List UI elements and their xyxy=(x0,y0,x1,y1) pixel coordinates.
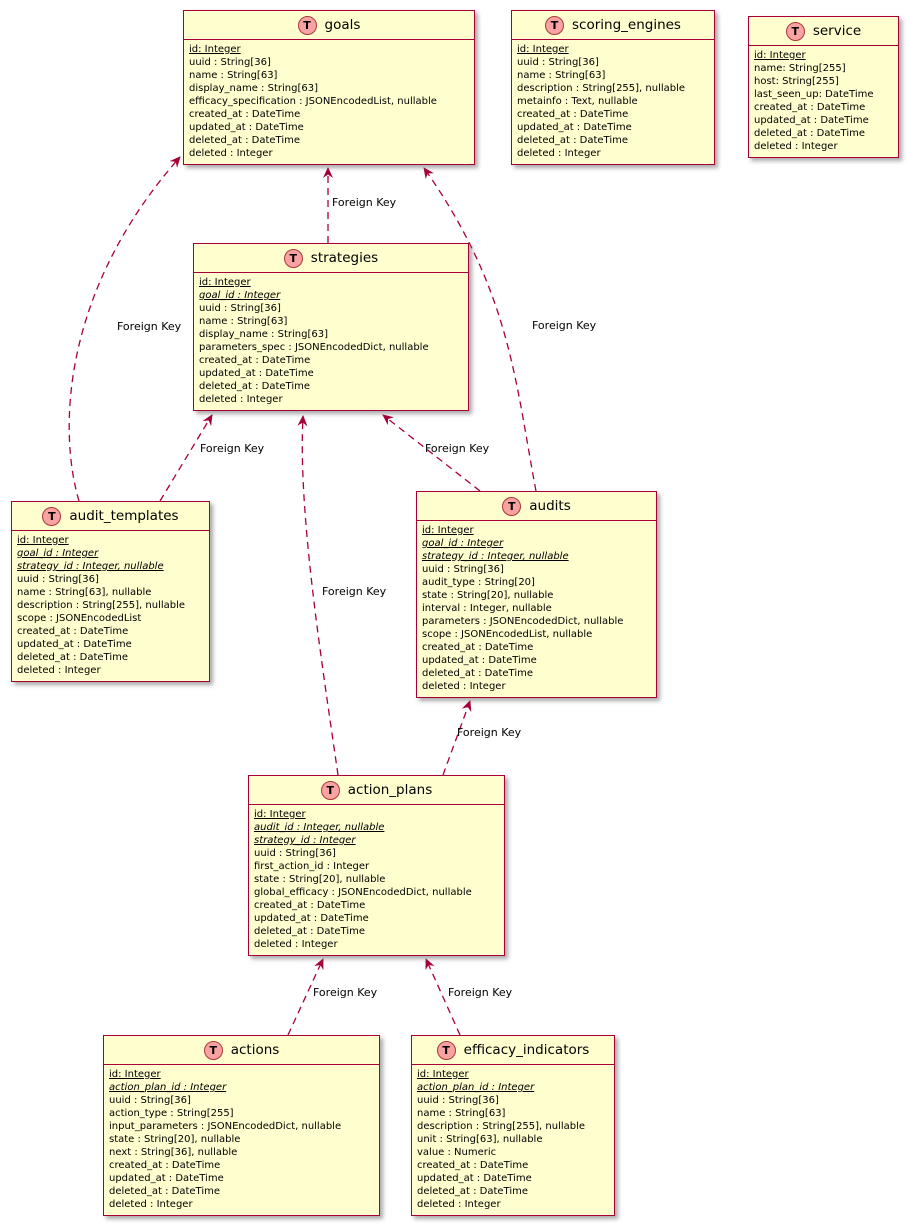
table-attribute: audit_id : Integer, nullable xyxy=(254,822,385,833)
table-attribute: state : String[20], nullable xyxy=(254,874,386,885)
table-attribute: uuid : String[36] xyxy=(199,303,281,314)
table-attribute: uuid : String[36] xyxy=(109,1095,191,1106)
relation-audit_templates-to-strategies xyxy=(160,415,212,501)
table-attribute-list xyxy=(184,40,474,164)
table-attribute: parameters : JSONEncodedDict, nullable xyxy=(422,616,624,627)
table-attribute: audit_type : String[20] xyxy=(422,577,535,588)
table-header xyxy=(412,1036,614,1065)
table-attribute: name : String[63] xyxy=(417,1108,506,1119)
table-title: audit_templates xyxy=(69,508,179,524)
table-attribute: deleted_at : DateTime xyxy=(517,135,629,146)
relation-label-efficacy_indicators-to-action_plans: Foreign Key xyxy=(448,986,513,999)
table-attribute: deleted : Integer xyxy=(517,148,601,159)
table-title: scoring_engines xyxy=(572,17,681,33)
table-attribute: deleted : Integer xyxy=(199,394,283,405)
entity-table-scoring_engines xyxy=(511,10,715,165)
table-header xyxy=(249,776,504,805)
table-type-icon: T xyxy=(284,249,303,268)
table-attribute: updated_at : DateTime xyxy=(422,655,537,666)
table-attribute: updated_at : DateTime xyxy=(754,115,869,126)
table-attribute: deleted : Integer xyxy=(754,141,838,152)
entity-table-efficacy_indicators xyxy=(411,1035,615,1216)
entity-table-action_plans xyxy=(248,775,505,956)
table-attribute: id: Integer xyxy=(17,535,69,546)
table-attribute: deleted_at : DateTime xyxy=(254,926,366,937)
table-header xyxy=(417,492,656,521)
table-attribute: deleted : Integer xyxy=(189,148,273,159)
table-attribute: name : String[63], nullable xyxy=(17,587,152,598)
table-type-icon: T xyxy=(545,16,564,35)
table-attribute: parameters_spec : JSONEncodedDict, nullable xyxy=(199,342,429,353)
table-attribute: strategy_id : Integer, nullable xyxy=(422,551,569,562)
table-attribute: created_at : DateTime xyxy=(199,355,311,366)
table-attribute-list xyxy=(512,40,714,164)
table-attribute-list xyxy=(104,1065,379,1215)
table-title: service xyxy=(812,23,862,39)
table-type-icon: T xyxy=(786,22,805,41)
table-attribute: id: Integer xyxy=(517,44,569,55)
table-attribute: interval : Integer, nullable xyxy=(422,603,552,614)
table-title: action_plans xyxy=(347,782,433,798)
table-attribute: uuid : String[36] xyxy=(17,574,99,585)
table-type-icon: T xyxy=(298,16,317,35)
table-header xyxy=(12,502,209,531)
table-type-icon: T xyxy=(321,781,340,800)
table-attribute: deleted : Integer xyxy=(254,939,338,950)
table-attribute: deleted_at : DateTime xyxy=(109,1186,221,1197)
table-type-icon: T xyxy=(42,507,61,526)
table-attribute: goal_id : Integer xyxy=(422,538,504,549)
table-attribute: updated_at : DateTime xyxy=(254,913,369,924)
table-attribute: deleted_at : DateTime xyxy=(199,381,311,392)
table-attribute: unit : String[63], nullable xyxy=(417,1134,543,1145)
table-attribute: id: Integer xyxy=(417,1069,469,1080)
table-attribute: display_name : String[63] xyxy=(189,83,318,94)
table-attribute-list xyxy=(749,46,898,157)
table-attribute: created_at : DateTime xyxy=(189,109,301,120)
relation-label-action_plans-to-strategies: Foreign Key xyxy=(322,585,387,598)
table-attribute: state : String[20], nullable xyxy=(422,590,554,601)
table-attribute-list xyxy=(249,805,504,955)
table-attribute: goal_id : Integer xyxy=(17,548,99,559)
table-attribute: deleted_at : DateTime xyxy=(189,135,301,146)
table-attribute: updated_at : DateTime xyxy=(517,122,632,133)
table-attribute-list xyxy=(417,521,656,697)
table-attribute: id: Integer xyxy=(109,1069,161,1080)
table-attribute: efficacy_specification : JSONEncodedList, nullable xyxy=(189,96,437,107)
relation-label-audits-to-strategies: Foreign Key xyxy=(425,442,490,455)
table-attribute: name : String[63] xyxy=(517,70,606,81)
table-attribute: uuid : String[36] xyxy=(422,564,504,575)
table-attribute: global_efficacy : JSONEncodedDict, nullable xyxy=(254,887,472,898)
relation-label-actions-to-action_plans: Foreign Key xyxy=(313,986,378,999)
table-attribute: updated_at : DateTime xyxy=(417,1173,532,1184)
entity-table-strategies xyxy=(193,243,469,411)
relation-label-audit_templates-to-strategies: Foreign Key xyxy=(200,442,265,455)
table-attribute: description : String[255], nullable xyxy=(17,600,186,611)
table-attribute: created_at : DateTime xyxy=(754,102,866,113)
table-attribute-list xyxy=(412,1065,614,1215)
table-attribute: created_at : DateTime xyxy=(254,900,366,911)
table-attribute: input_parameters : JSONEncodedDict, nullable xyxy=(109,1121,342,1132)
table-attribute: updated_at : DateTime xyxy=(189,122,304,133)
relation-label-action_plans-to-audits: Foreign Key xyxy=(457,726,522,739)
table-type-icon: T xyxy=(204,1041,223,1060)
table-attribute: created_at : DateTime xyxy=(109,1160,221,1171)
table-attribute: deleted : Integer xyxy=(417,1199,501,1210)
table-type-icon: T xyxy=(437,1041,456,1060)
table-attribute: deleted_at : DateTime xyxy=(422,668,534,679)
table-attribute: name : String[63] xyxy=(199,316,288,327)
table-attribute: updated_at : DateTime xyxy=(17,639,132,650)
table-attribute: state : String[20], nullable xyxy=(109,1134,241,1145)
table-attribute: name : String[63] xyxy=(189,70,278,81)
table-title: actions xyxy=(230,1042,280,1058)
table-attribute: display_name : String[63] xyxy=(199,329,328,340)
table-attribute: action_type : String[255] xyxy=(109,1108,234,1119)
table-header xyxy=(104,1036,379,1065)
table-attribute: first_action_id : Integer xyxy=(254,861,370,872)
table-attribute: description : String[255], nullable xyxy=(517,83,686,94)
table-attribute: created_at : DateTime xyxy=(417,1160,529,1171)
entity-table-actions xyxy=(103,1035,380,1216)
table-attribute: deleted : Integer xyxy=(422,681,506,692)
table-attribute: deleted : Integer xyxy=(17,665,101,676)
table-title: strategies xyxy=(310,250,379,266)
relation-label-strategies-to-goals: Foreign Key xyxy=(332,196,397,209)
table-attribute: next : String[36], nullable xyxy=(109,1147,238,1158)
table-title: efficacy_indicators xyxy=(463,1042,590,1058)
table-attribute: id: Integer xyxy=(199,277,251,288)
table-attribute: last_seen_up: DateTime xyxy=(754,89,874,100)
table-attribute: name: String[255] xyxy=(754,63,846,74)
table-attribute: host: String[255] xyxy=(754,76,839,87)
table-attribute: updated_at : DateTime xyxy=(109,1173,224,1184)
table-attribute: deleted : Integer xyxy=(109,1199,193,1210)
relation-label-audits-to-goals: Foreign Key xyxy=(532,319,597,332)
table-attribute: uuid : String[36] xyxy=(254,848,336,859)
table-attribute: deleted_at : DateTime xyxy=(17,652,129,663)
table-attribute: created_at : DateTime xyxy=(17,626,129,637)
entity-table-audits xyxy=(416,491,657,698)
table-attribute: value : Numeric xyxy=(417,1147,497,1158)
table-header xyxy=(194,244,468,273)
table-attribute: id: Integer xyxy=(422,525,474,536)
table-attribute: uuid : String[36] xyxy=(189,57,271,68)
table-title: audits xyxy=(529,498,571,514)
table-attribute: deleted_at : DateTime xyxy=(417,1186,529,1197)
entity-table-goals xyxy=(183,10,475,165)
table-attribute: goal_id : Integer xyxy=(199,290,281,301)
relation-label-audit_templates-to-goals: Foreign Key xyxy=(117,320,182,333)
table-attribute: description : String[255], nullable xyxy=(417,1121,586,1132)
table-attribute: action_plan_id : Integer xyxy=(109,1082,227,1093)
table-attribute: strategy_id : Integer xyxy=(254,835,356,846)
table-attribute: uuid : String[36] xyxy=(417,1095,499,1106)
table-attribute: created_at : DateTime xyxy=(517,109,629,120)
table-attribute: deleted_at : DateTime xyxy=(754,128,866,139)
entity-table-service xyxy=(748,16,899,158)
entity-table-audit_templates xyxy=(11,501,210,682)
table-attribute: scope : JSONEncodedList xyxy=(17,613,142,624)
table-attribute: updated_at : DateTime xyxy=(199,368,314,379)
table-header xyxy=(512,11,714,40)
table-attribute-list xyxy=(194,273,468,410)
table-title: goals xyxy=(324,17,361,33)
table-attribute: strategy_id : Integer, nullable xyxy=(17,561,164,572)
table-attribute: id: Integer xyxy=(254,809,306,820)
table-type-icon: T xyxy=(502,497,521,516)
table-attribute: uuid : String[36] xyxy=(517,57,599,68)
table-attribute: created_at : DateTime xyxy=(422,642,534,653)
table-attribute: metainfo : Text, nullable xyxy=(517,96,638,107)
table-attribute: action_plan_id : Integer xyxy=(417,1082,535,1093)
table-header xyxy=(184,11,474,40)
table-attribute-list xyxy=(12,531,209,681)
table-attribute: id: Integer xyxy=(189,44,241,55)
table-attribute: scope : JSONEncodedList, nullable xyxy=(422,629,593,640)
table-attribute: id: Integer xyxy=(754,50,806,61)
table-header xyxy=(749,17,898,46)
